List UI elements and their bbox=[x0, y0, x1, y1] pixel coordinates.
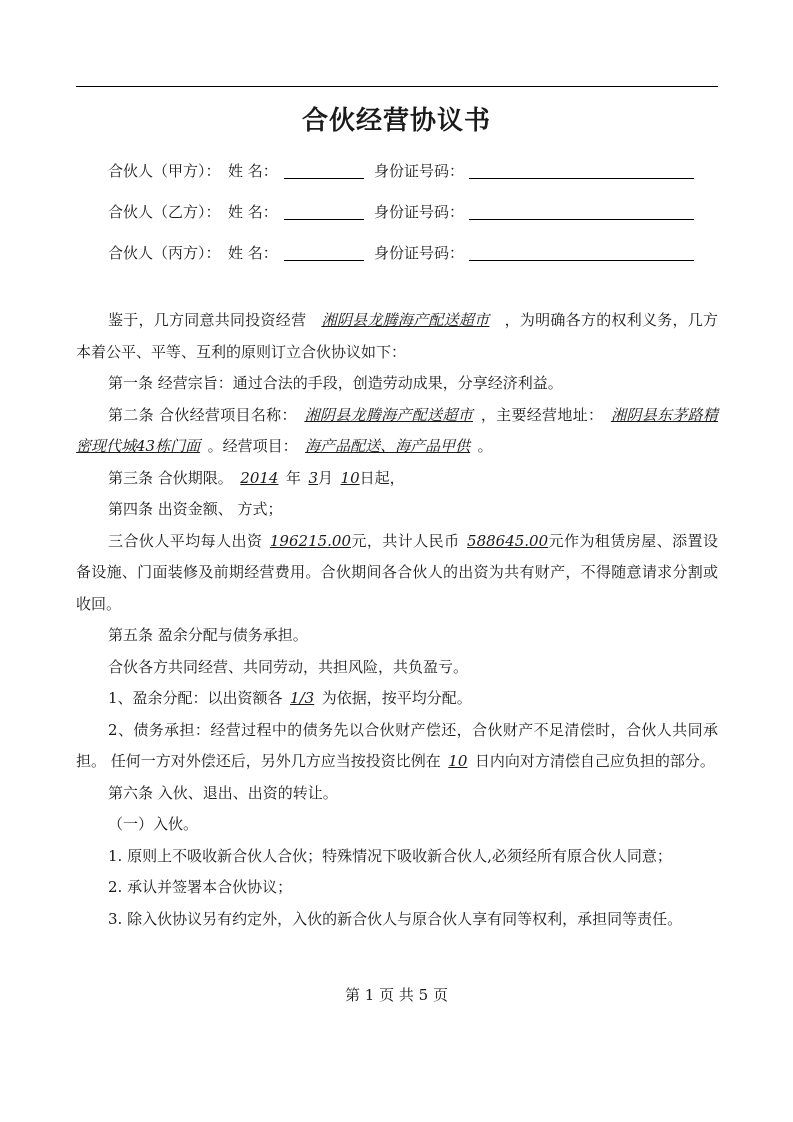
article-6: 第六条 入伙、退出、出资的转让。 bbox=[108, 783, 338, 802]
article-6-item-2: 2. 承认并签署本合伙协议； bbox=[108, 878, 293, 896]
id-blank[interactable] bbox=[469, 219, 694, 220]
intro-paragraph: 鉴于，几方同意共同投资经营 湘阴县龙腾海产配送超市 ，为明确各方的权利义务，几方本着公平、平等、互利的原则订立合伙协议如下： bbox=[76, 311, 718, 361]
month-field: 3 bbox=[308, 468, 319, 487]
article-5-paragraph: 合伙各方共同经营、共同劳动，共担风险，共负盈亏。 bbox=[108, 657, 469, 676]
year-field: 2014 bbox=[240, 468, 279, 487]
project-name-field: 湘阴县龙腾海产配送超市 bbox=[304, 405, 474, 424]
article-4: 第四条 出资金额、 方式； bbox=[108, 500, 283, 518]
partner-label: 合伙人（丙方）： bbox=[108, 244, 221, 262]
article-1: 第一条 经营宗旨：通过合法的手段，创造劳动成果，分享经济利益。 bbox=[108, 374, 563, 392]
article-6-subheading: （一）入伙。 bbox=[108, 815, 199, 833]
article-6-item-3: 3. 除入伙协议另有约定外，入伙的新合伙人与原合伙人享有同等权利，承担同等责任。 bbox=[108, 909, 683, 928]
total-amount-field: 588645.00 bbox=[467, 531, 549, 550]
business-name-field: 湘阴县龙腾海产配送超市 bbox=[321, 311, 490, 329]
per-person-amount-field: 196215.00 bbox=[269, 531, 352, 550]
investment-paragraph: 三合伙人平均每人出资 196215.00元，共计人民币 588645.00元作为租赁房屋、添置设备设施、门面装修及前期经营费用。合伙期间各合伙人的出资为共有财产，不得随意请求分割或收回。 bbox=[76, 531, 718, 613]
header-rule bbox=[76, 86, 718, 87]
article-5-item-1: 1、盈余分配：以出资额各 1/3 为依据，按平均分配。 bbox=[108, 689, 472, 707]
agreement-body bbox=[76, 305, 718, 935]
profit-ratio-field: 1/3 bbox=[290, 689, 315, 707]
id-label: 身份证号码： bbox=[374, 244, 465, 262]
article-5: 第五条 盈余分配与债务承担。 bbox=[108, 626, 308, 644]
name-label: 姓 名： bbox=[228, 203, 278, 221]
article-3: 第三条 合伙期限。 2014 年 3月 10日起， bbox=[108, 468, 405, 487]
id-blank[interactable] bbox=[469, 178, 694, 179]
day-field: 10 bbox=[340, 468, 360, 487]
repay-days-field: 10 bbox=[448, 752, 468, 770]
name-label: 姓 名： bbox=[228, 244, 278, 262]
name-blank[interactable] bbox=[284, 178, 364, 179]
article-5-item-2: 2、债务承担：经营过程中的债务先以合伙财产偿还，合伙财产不足清偿时，合伙人共同承担。 任何一方对外偿还后，另外几方应当按投资比例在 10 日内向对方清偿自己应负担的部分。 bbox=[76, 720, 718, 770]
id-label: 身份证号码： bbox=[374, 162, 465, 180]
id-label: 身份证号码： bbox=[374, 203, 465, 221]
article-2: 第二条 合伙经营项目名称： 湘阴县龙腾海产配送超市 ，主要经营地址： 湘阴县东茅路精密现代城43栋门面 。经营项目： 海产品配送、海产品甲供 。 bbox=[76, 405, 718, 455]
project-field: 海产品配送、海产品甲供 bbox=[305, 437, 471, 455]
article-6-item-1: 1. 原则上不吸收新合伙人合伙；特殊情况下吸收新合伙人,必须经所有原合伙人同意； bbox=[108, 846, 672, 865]
partner-label: 合伙人（甲方）： bbox=[108, 162, 221, 180]
partner-label: 合伙人（乙方）： bbox=[108, 203, 221, 221]
id-blank[interactable] bbox=[469, 260, 694, 261]
page-number: 第 1 页 共 5 页 bbox=[345, 986, 448, 1004]
document-title: 合伙经营协议书 bbox=[301, 106, 491, 136]
name-blank[interactable] bbox=[284, 260, 364, 261]
name-blank[interactable] bbox=[284, 219, 364, 220]
name-label: 姓 名： bbox=[228, 162, 278, 180]
address-field: 湘阴县东茅路精密现代城43栋门面 bbox=[76, 405, 718, 455]
